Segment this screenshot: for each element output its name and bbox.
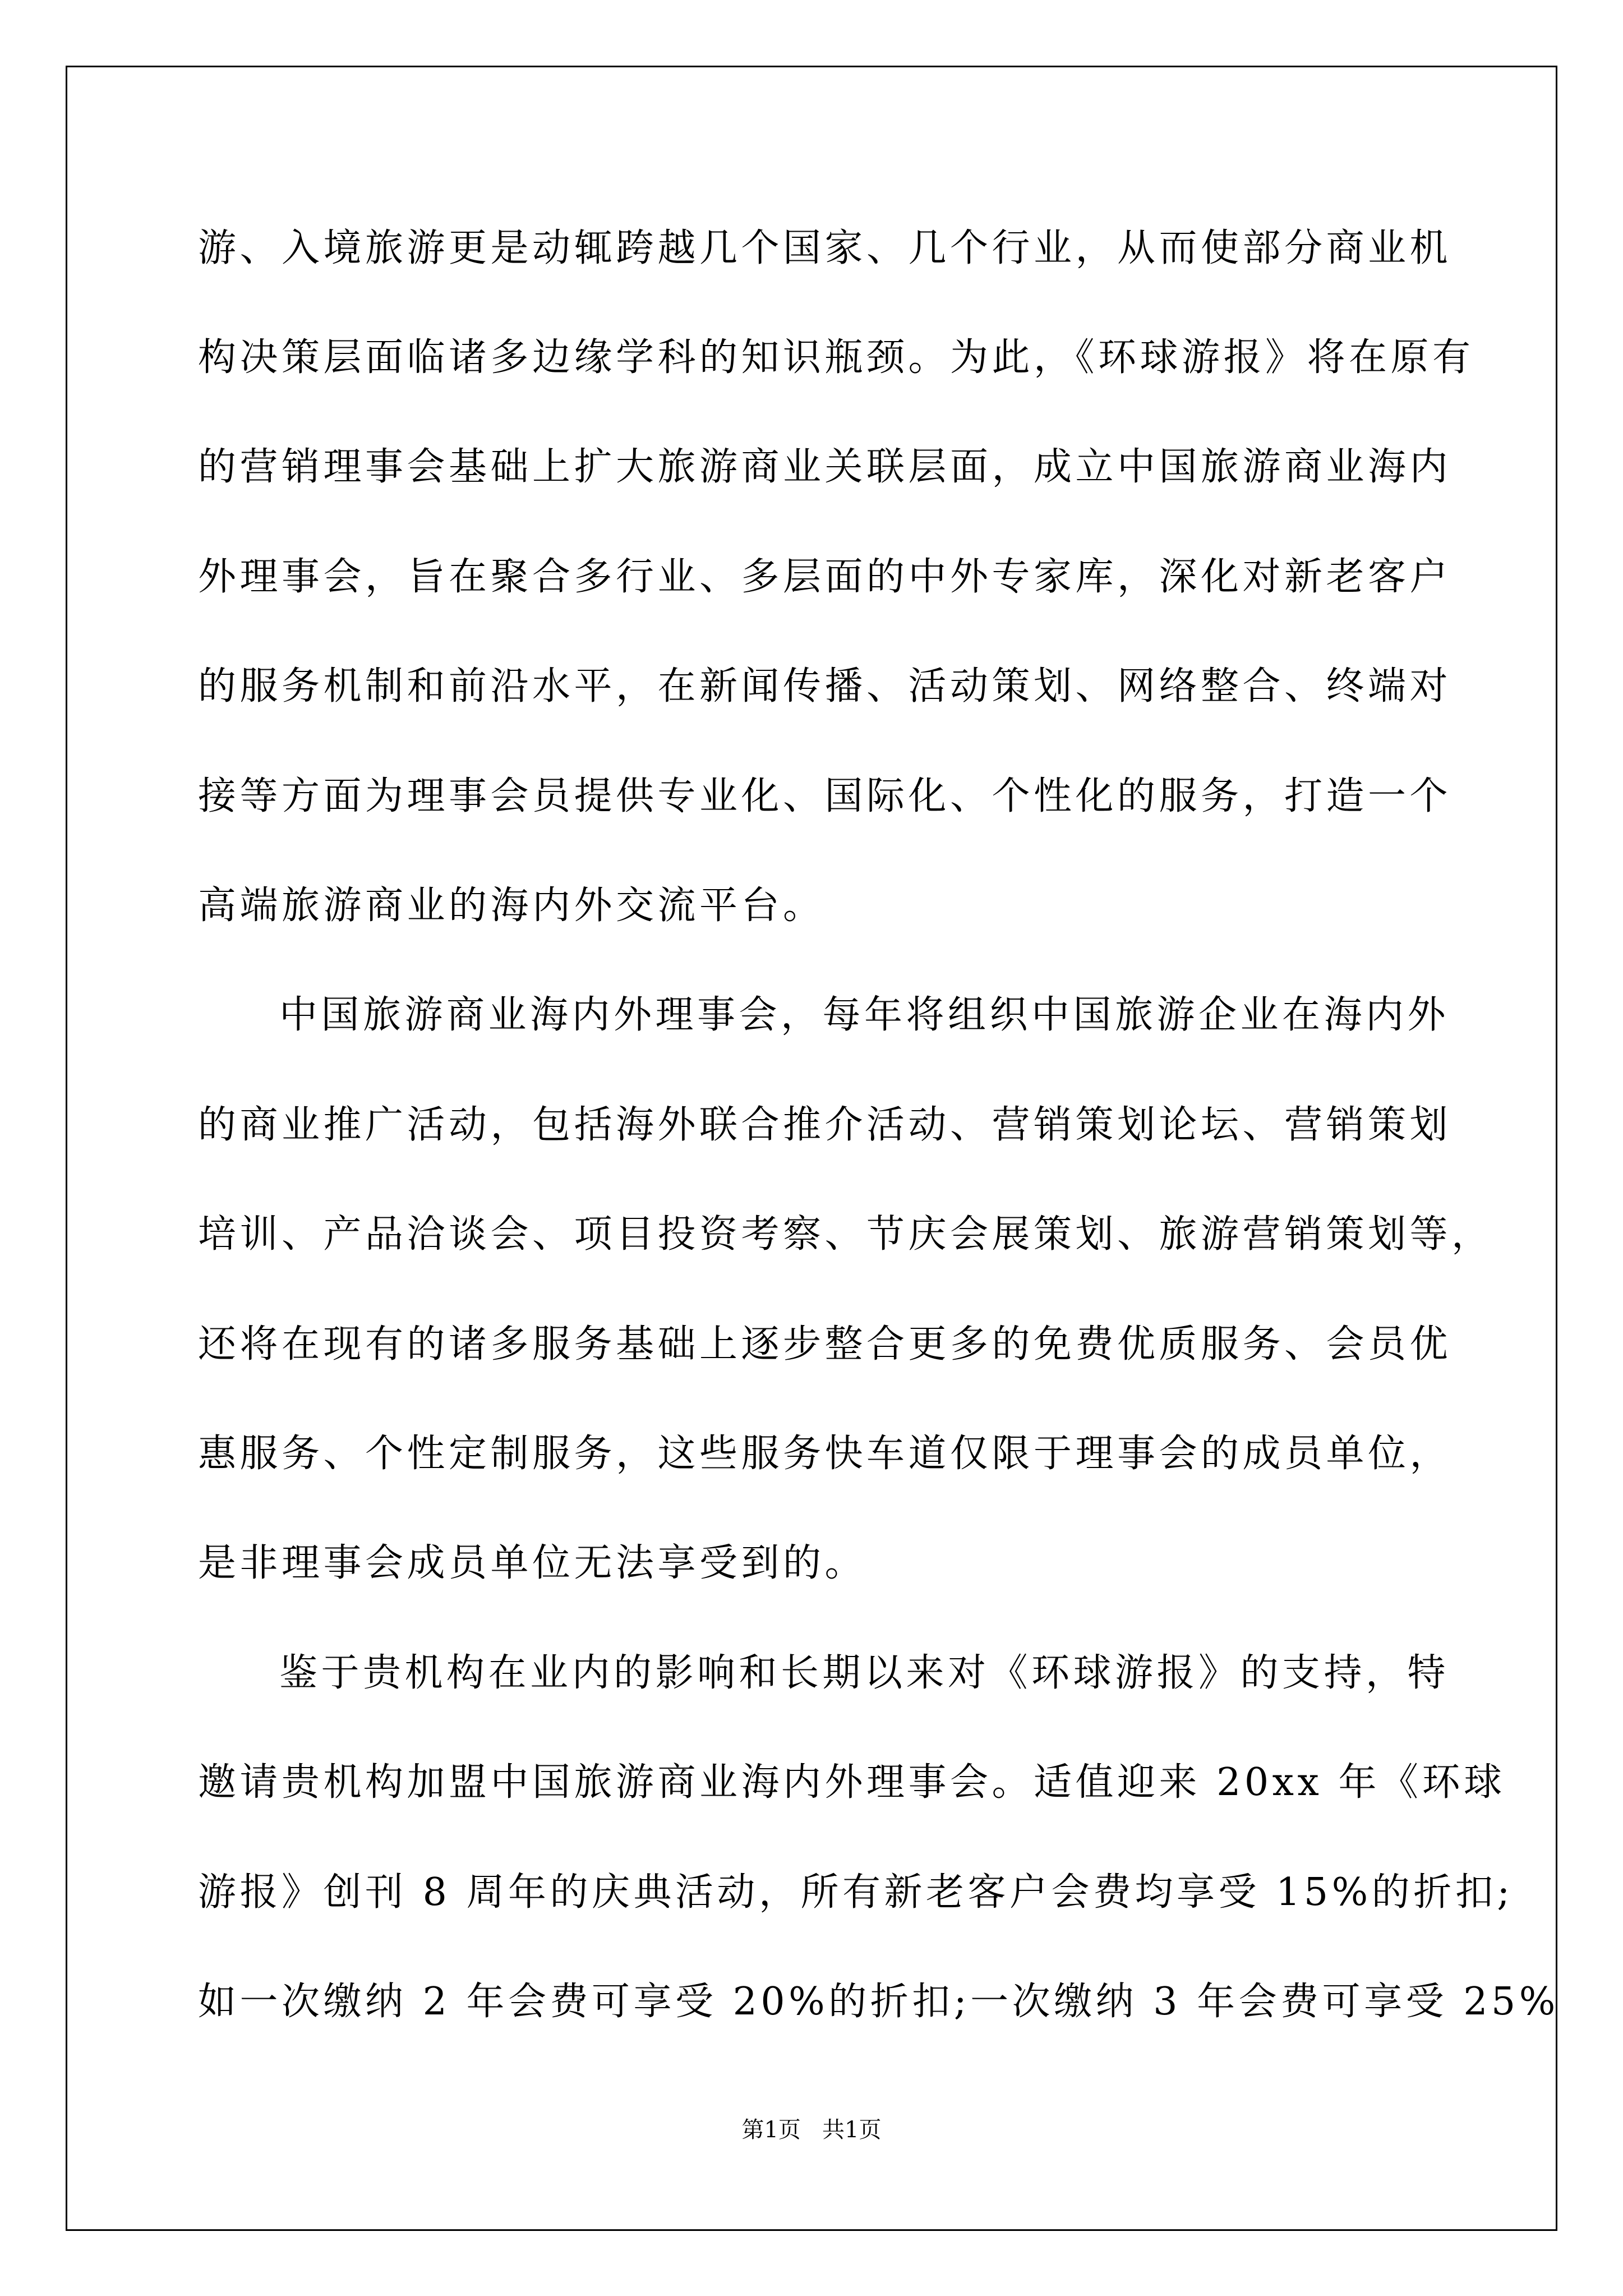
text-line: 的营销理事会基础上扩大旅游商业关联层面，成立中国旅游商业海内 bbox=[198, 445, 1452, 489]
text-line: 是非理事会成员单位无法享受到的。 bbox=[198, 1541, 867, 1585]
text-line: 外理事会，旨在聚合多行业、多层面的中外专家库，深化对新老客户 bbox=[198, 555, 1452, 599]
text-line: 如一次缴纳 2 年会费可享受 20%的折扣;一次缴纳 3 年会费可享受 25% bbox=[198, 1980, 1559, 2024]
text-line: 惠服务、个性定制服务，这些服务快车道仅限于理事会的成员单位， bbox=[198, 1432, 1452, 1476]
text-line: 培训、产品洽谈会、项目投资考察、节庆会展策划、旅游营销策划等， bbox=[198, 1212, 1493, 1257]
paragraph-first-line: 鉴于贵机构在业内的影响和长期以来对《环球游报》的支持，特 bbox=[279, 1651, 1450, 1695]
text-line: 接等方面为理事会员提供专业化、国际化、个性化的服务，打造一个 bbox=[198, 774, 1452, 818]
text-line: 高端旅游商业的海内外交流平台。 bbox=[198, 884, 825, 928]
text-line: 还将在现有的诸多服务基础上逐步整合更多的免费优质服务、会员优 bbox=[198, 1322, 1452, 1366]
page-footer bbox=[0, 2112, 1623, 2144]
text-line: 的商业推广活动，包括海外联合推介活动、营销策划论坛、营销策划 bbox=[198, 1103, 1452, 1147]
text-line: 游、入境旅游更是动辄跨越几个国家、几个行业，从而使部分商业机 bbox=[198, 226, 1452, 270]
text-line: 邀请贵机构加盟中国旅游商业海内外理事会。适值迎来 20xx 年《环球 bbox=[198, 1760, 1506, 1805]
page-number: 第1页 共1页 bbox=[741, 2117, 882, 2143]
text-line: 游报》创刊 8 周年的庆典活动，所有新老客户会费均享受 15%的折扣; bbox=[198, 1870, 1514, 1915]
text-line: 的服务机制和前沿水平，在新闻传播、活动策划、网络整合、终端对 bbox=[198, 664, 1452, 708]
paragraph-first-line: 中国旅游商业海内外理事会，每年将组织中国旅游企业在海内外 bbox=[279, 993, 1450, 1037]
text-line: 构决策层面临诸多边缘学科的知识瓶颈。为此，《环球游报》将在原有 bbox=[198, 335, 1474, 380]
